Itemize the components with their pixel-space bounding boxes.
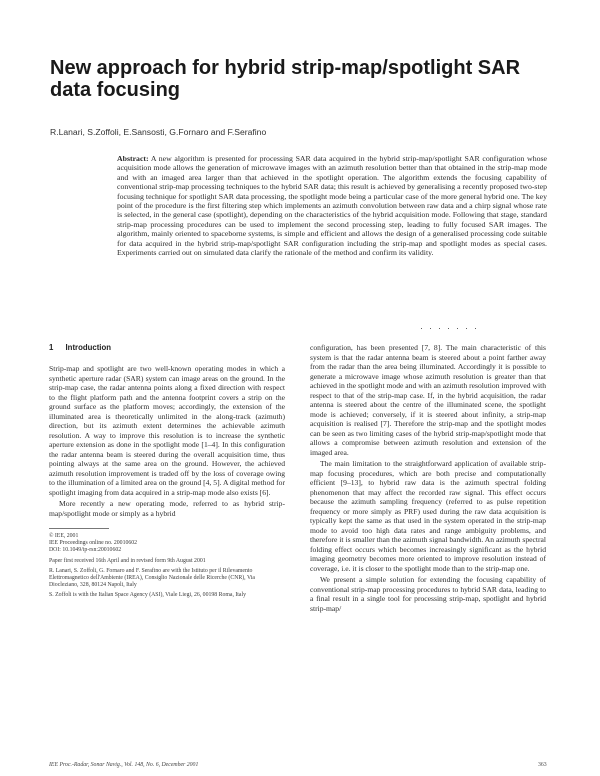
section-heading [49, 343, 285, 352]
right-column [310, 343, 546, 615]
footnote-copyright: © IEE, 2001 [49, 533, 79, 539]
abstract [117, 154, 547, 257]
author-list: R.Lanari, S.Zoffoli, E.Sansosti, G.Fornaro and F.Serafino [50, 127, 267, 137]
body-paragraph: We present a simple solution for extending the focusing capability of conventional strip-map processing procedures to hybrid SAR data, leading to a final result in a single tool for processing strip-map, spotlight and hybrid strip-map/ [310, 575, 546, 613]
footnote-rule [49, 528, 109, 529]
section-number: 1 [49, 343, 54, 352]
body-paragraph: More recently a new operating mode, referred to as hybrid strip-map/spotlight mode or simply as a hybrid [49, 499, 285, 518]
journal-footer: IEE Proc.-Radar, Sonar Navig., Vol. 148, No. 6, December 2001 [49, 762, 199, 768]
abstract-text: A new algorithm is presented for processing SAR data acquired in the hybrid strip-map/spotlight SAR configuration whose acquisition mode allows the generation of microwave images with an azimuth resolution better than that obtained in the strip-map mode and with an imaged area larger than that achieved in the spotlight operation. The algorithm extends the focusing capability of conventional strip-map processing techniques to the hybrid SAR data; this result is achieved by generalising a recently proposed two-step focusing technique for spotlight SAR data processing, the spotlight mode being a particular case of the more general hybrid one. The key point of the procedure is the first filtering step which implements an azimuth convolution between raw data and a chirp signal whose rate is selected, in the general case (spotlight), depending on the characteristics of the hybrid acquisition mode. Following that stage, standard strip-map processing procedures can be used to implement the second processing step, leading to fully focused SAR images. The algorithm, mainly oriented to spaceborne systems, is simple and efficient and allows the design of a generalised processing code suitable for data acquired in the hybrid strip-map/spotlight SAR configuration including the strip-map and spotlight modes as special cases. Experiments carried out on simulated data clarify the rationale of the method and confirm its validity. [117, 154, 547, 258]
footnote-affiliation: R. Lanari, S. Zoffoli, G. Fornaro and F. Serafino are with the Istituto per il Rilevamento Elettromagnetico dell'Ambiente (IREA), Consiglio Nazionale delle Ricerche (CNR), Via Diocleziano, 328, 80124 Napoli, Italy [49, 567, 255, 589]
footnote-online: IEE Proceedings online no. 20010602 [49, 540, 138, 547]
left-column [49, 343, 285, 600]
footnote-affiliation-2: S. Zoffoli is with the Italian Space Agency (ASI), Viale Liegi, 26, 00198 Roma, Italy [49, 592, 246, 599]
section-title: Introduction [65, 343, 111, 352]
body-paragraph: Strip-map and spotlight are two well-known operating modes in which a synthetic aperture radar (SAR) system can image areas on the ground. In the strip-map case, the radar antenna points along a fixed direction with respect to the flight platform path and the antenna footprint covers a strip on the ground surface as the platform moves; accordingly, the extension of the illuminated area is theoretically unlimited in the along-track (azimuth) direction, but its azimuth extent determines the achievable azimuth resolution. A way to improve this resolution is to increase the synthetic aperture extension as done in the spotlight mode [1–4]. In this configuration the radar antenna beam is steered during the overall acquisition time, thus pointing always at the same area on the ground. However, the achieved azimuth resolution improvement is traded off by the loss of coverage owing to the illumination of a limited area on the ground [4, 5]. A digital method for spotlight imaging from data acquired in a strip-map mode also exists [6]. [49, 364, 285, 497]
body-paragraph: The main limitation to the straightforward application of available strip-map focusing procedures, which are both precise and computationally efficient [9–13], to hybrid raw data is the azimuth spectral folding phenomenon that may affect the recorded raw signal. This effect occurs because the azimuth sampling frequency (referred to as pulse repetition frequency or more simply as PRF) used during the raw data acquisition is typically kept the same as that used in the system operated in the strip-map mode to avoid too high data rates and range ambiguity problems, and therefore it is smaller than the azimuth signal bandwidth. An azimuth spectral folding effect occurs which becomes increasingly significant as the hybrid imaging geometry becomes more oriented to improve resolution instead of coverage, i.e. it is closer to the spotlight mode than to the strip-map one. [310, 459, 546, 573]
body-paragraph: configuration, has been presented [7, 8]. The main characteristic of this system is that the radar antenna beam is steered about a point farther away from the radar than the area being illuminated. Accordingly it is possible to generate a microwave image whose azimuth resolution is greater than that achieved in the spotlight mode and with an azimuth resolution improved with respect to that of the strip-map case. If, in the hybrid acquisition, the radar antenna is steered about the centre of the illuminated scene, the spotlight mode is achieved; conversely, if it is steered about infinity, a strip-map acquisition is realised [7]. Therefore the strip-map and the spotlight modes can be seen as two limiting cases of the hybrid strip-map/spotlight mode that allows a compromise between azimuth resolution and extension of the imaged area. [310, 343, 546, 457]
footnote-doi: DOI: 10.1049/ip-rsn:20010602 [49, 547, 122, 554]
paper-title: New approach for hybrid strip-map/spotlight SAR data focusing [50, 57, 521, 101]
footnote-received: Paper first received 16th April and in revised form 9th August 2001 [49, 557, 206, 564]
section-divider: ······· [420, 323, 483, 333]
abstract-label: Abstract: [117, 154, 149, 163]
page-number: 363 [538, 762, 547, 768]
